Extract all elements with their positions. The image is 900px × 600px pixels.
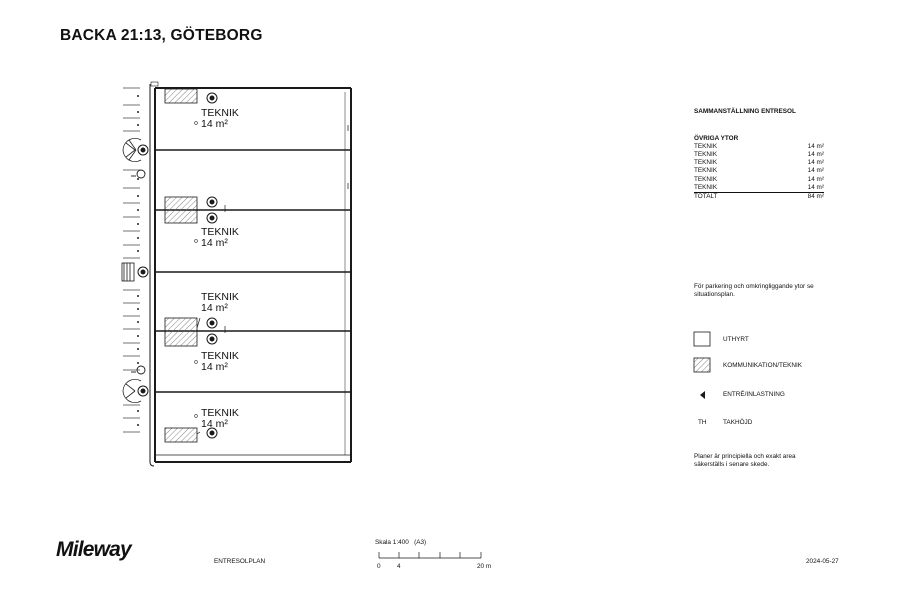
legend-th-symbol: TH [698,419,707,426]
room-label [201,108,239,130]
room-area: 14 m² [201,302,228,314]
uthyrt-swatch [694,332,710,346]
area-summary [694,108,824,201]
row-value: 14 m² [807,183,824,191]
plan-name: ENTRESOLPLAN [214,558,266,565]
room-name: TEKNIK [201,407,239,419]
date: 2024-05-27 [806,558,839,565]
room-label [201,408,239,430]
parking-dots [137,95,139,426]
room-label [201,351,239,373]
scale-tick-4: 4 [397,563,401,570]
room-name: TEKNIK [201,350,239,362]
scale-text: Skala 1:400 [375,539,409,546]
summary-row [694,176,824,184]
parking-markings [123,88,140,432]
page-title: BACKA 21:13, GÖTEBORG [60,27,263,44]
room-area: 14 m² [201,361,228,373]
legend-entre: ENTRÉ/INLASTNING [723,391,785,398]
room-label [201,292,239,314]
legend-uthyrt: UTHYRT [723,336,749,343]
scale-label [375,539,426,546]
row-value: 14 m² [807,143,824,151]
teknik-rooms [165,89,197,442]
row-label: TEKNIK [694,143,718,151]
row-value: 14 m² [807,159,824,167]
row-label: TEKNIK [694,167,718,175]
row-value: 14 m² [807,175,824,183]
mileway-logo: Mileway [56,538,131,561]
legend-th-label: TAKHÖJD [723,419,753,426]
total-value: 84 m² [807,192,824,200]
row-label: TEKNIK [694,151,718,159]
disclaimer: Planer är principiella och exakt area säkerställs i senare skede. [694,453,796,468]
parking-note: För parkering och omkringliggande ytor se situationsplan. [694,283,814,298]
door-marks [225,125,348,333]
room-name: TEKNIK [201,291,239,303]
room-markers [195,122,198,418]
scale-bar [374,549,486,563]
row-label: TEKNIK [694,159,718,167]
summary-subheading: ÖVRIGA YTOR [694,135,739,143]
summary-row [694,151,824,159]
room-name: TEKNIK [201,107,239,119]
room-name: TEKNIK [201,226,239,238]
scale-tick-end: 20 m [477,563,492,570]
room-area: 14 m² [201,418,228,430]
scale-paper: (A3) [414,539,427,546]
summary-row [694,167,824,175]
row-label: TEKNIK [694,183,718,191]
total-label: TOTALT [694,192,718,200]
room-area: 14 m² [201,118,228,130]
entrance-arrow-icon [700,391,705,399]
unit-walls [155,150,351,392]
summary-row [694,143,824,151]
building-outline [150,82,351,466]
row-label: TEKNIK [694,175,718,183]
summary-heading: SAMMANSTÄLLNING ENTRESOL [694,108,796,115]
summary-row [694,184,824,192]
room-area: 14 m² [201,237,228,249]
summary-row [694,159,824,167]
kommunikation-swatch [694,358,710,372]
scale-tick-0: 0 [377,563,381,570]
row-value: 14 m² [807,151,824,159]
room-label [201,227,239,249]
row-value: 14 m² [807,167,824,175]
summary-total [694,192,824,201]
legend-kommunikation: KOMMUNIKATION/TEKNIK [723,362,803,369]
